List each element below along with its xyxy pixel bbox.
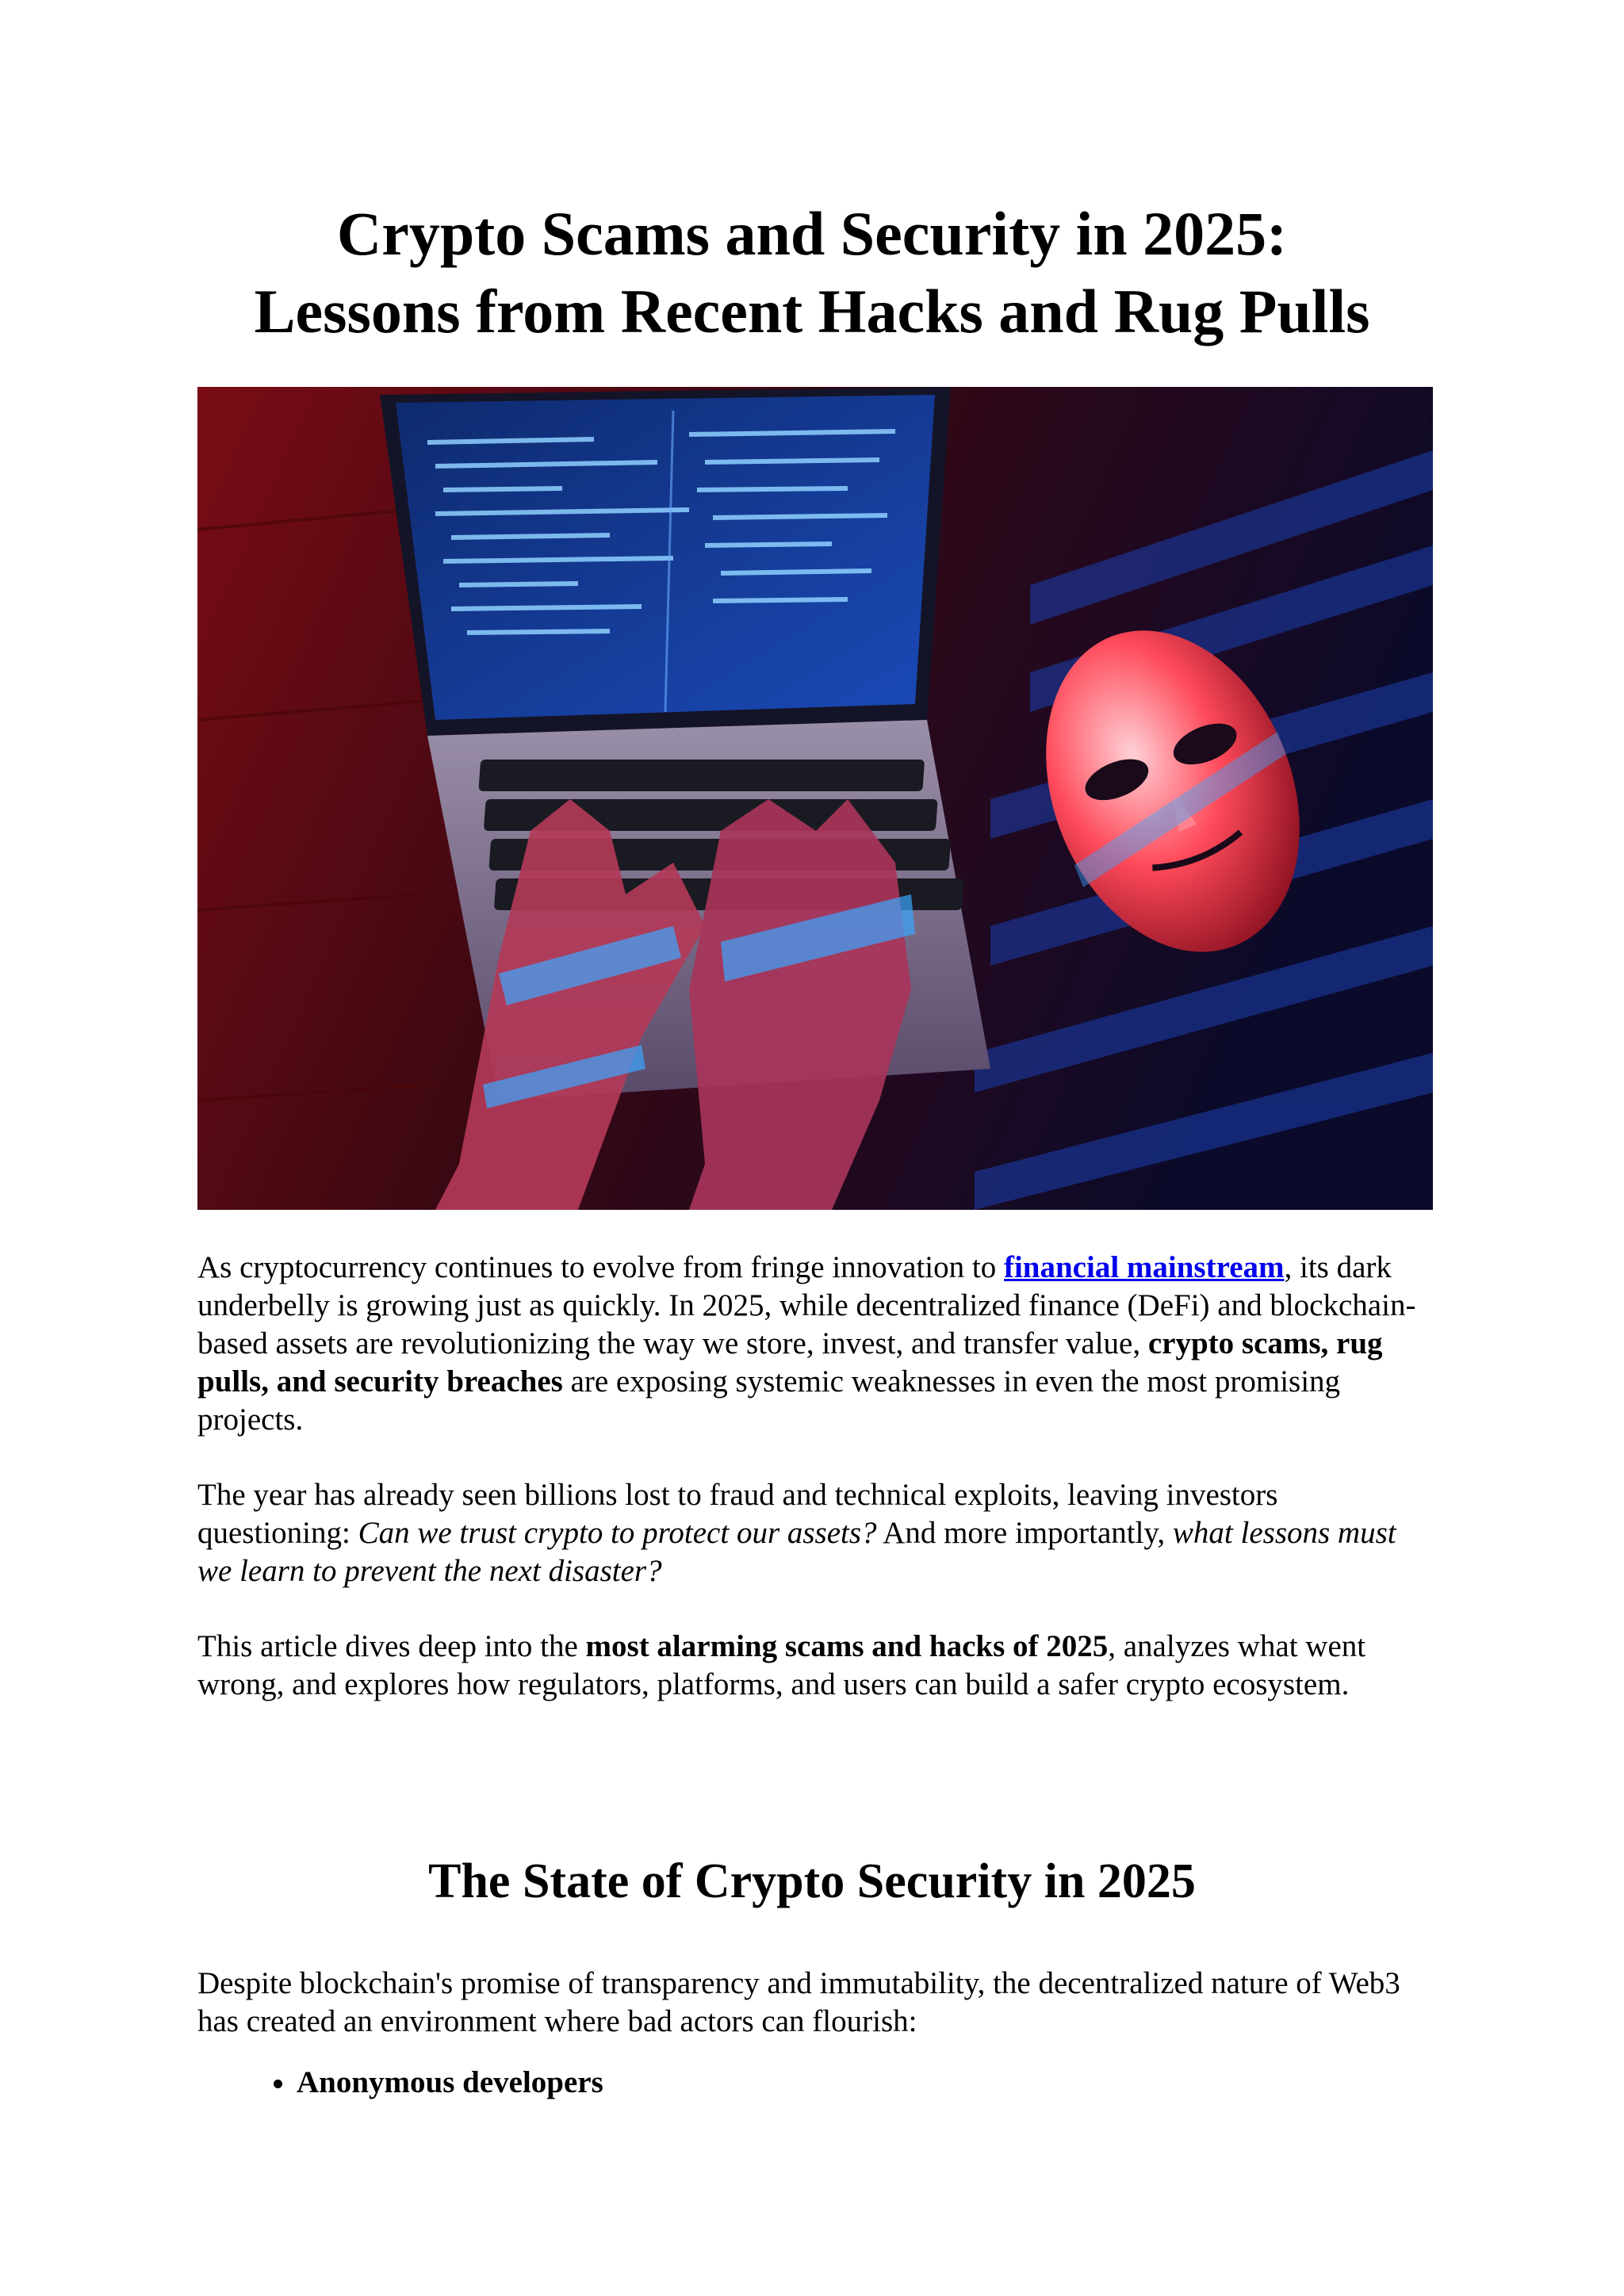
article-title-line-2: Lessons from Recent Hacks and Rug Pulls — [254, 277, 1370, 346]
intro-bold-text: crypto scams, rug pulls, and security breaches — [197, 1326, 1383, 1399]
financial-mainstream-link[interactable]: financial mainstream — [1003, 1250, 1285, 1284]
question-text-1: The year has already seen billions lost to fraud and technical exploits, leaving investors questioning: — [197, 1478, 1278, 1550]
article-title-line-1: Crypto Scams and Security in 2025: — [336, 199, 1288, 268]
overview-bold-text: most alarming scams and hacks of 2025 — [585, 1629, 1109, 1663]
intro-text-2: , its dark underbelly is growing just as quickly. In 2025, while decentralized finance (DeFi) and blockchain-based assets are revolutionizing the way we store, invest, and transfer value, — [197, 1250, 1416, 1360]
question-text-2: And more importantly, — [876, 1516, 1173, 1550]
bullet-list — [238, 2064, 603, 2102]
overview-text-2: , analyzes what went wrong, and explores how regulators, platforms, and users can build a safer crypto ecosystem. — [197, 1629, 1366, 1701]
question-paragraph — [197, 1476, 1434, 1590]
hero-illustration — [197, 387, 1433, 1210]
article-title — [159, 195, 1465, 350]
intro-paragraph — [197, 1249, 1434, 1439]
intro-text-3: are exposing systemic weaknesses in even the most promising projects. — [197, 1364, 1341, 1437]
question-italic-1: Can we trust crypto to protect our assets? — [358, 1516, 877, 1550]
intro-text-1: As cryptocurrency continues to evolve from fringe innovation to — [197, 1250, 1004, 1284]
section-heading: The State of Crypto Security in 2025 — [428, 1854, 1196, 1908]
state-paragraph: Despite blockchain's promise of transparency and immutability, the decentralized nature of Web3 has created an environment where bad actors can flourish: — [197, 1966, 1400, 2038]
overview-paragraph — [197, 1628, 1434, 1704]
hero-image — [197, 387, 1433, 1210]
overview-text-1: This article dives deep into the — [197, 1629, 586, 1663]
question-italic-2: what lessons must we learn to prevent the next disaster? — [197, 1516, 1396, 1588]
bullet-item-anonymous-developers: • Anonymous developers — [297, 2064, 603, 2102]
